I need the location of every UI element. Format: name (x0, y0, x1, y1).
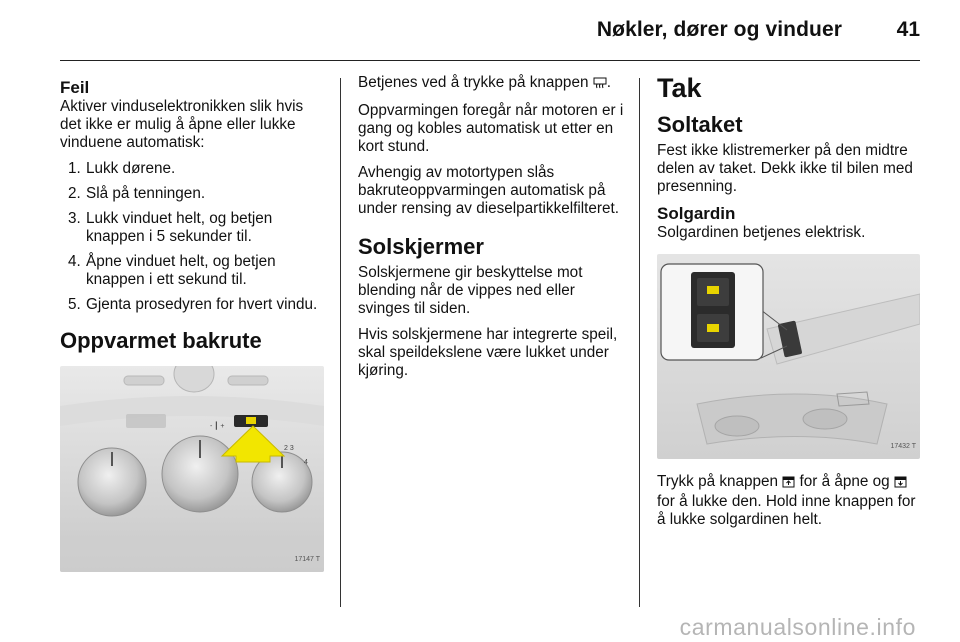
paragraph-solskjermene: Solskjermene gir beskyttelse mot blending når de vippes ned eller svinges til siden. (358, 264, 583, 317)
list-item: 4. Åpne vinduet helt, og betjen knappen i ett sekund til. (68, 253, 276, 288)
heading-soltaket: Soltaket (657, 112, 743, 137)
sunshade-illustration (657, 254, 920, 459)
paragraph-avhengig: Avhengig av motortypen slås bakruteoppvarmingen automatisk på under rensing av dieselpartikkelfilteret. (358, 164, 620, 217)
sunshade-close-icon (707, 324, 719, 332)
footer-watermark: carmanualsonline.info (679, 614, 916, 640)
sunshade-open-icon (707, 286, 719, 294)
climate-control-figure (60, 366, 324, 572)
column-divider-left (340, 78, 341, 607)
sunshade-control-figure (657, 254, 920, 459)
svg-text:- ┃ +: - ┃ + (210, 423, 225, 430)
column-2 (358, 74, 626, 388)
svg-text:2 3: 2 3 (284, 445, 294, 452)
heading-tak: Tak (657, 73, 702, 103)
figure-code: 17432 T (890, 443, 916, 450)
paragraph-oppvarmingen: Oppvarmingen foregår når motoren er i gang og kobles automatisk ut etter en kort stund. (358, 102, 624, 155)
feil-steps-list (60, 160, 328, 314)
paragraph-trykk: Trykk på knappen for å åpne og for å lukke den. Hold inne knappen for å lukke solgardinen helt. (657, 473, 916, 528)
figure-code: 17147 T (294, 556, 320, 563)
heading-solskjermer: Solskjermer (358, 234, 484, 259)
heading-solgardin: Solgardin (657, 204, 736, 223)
paragraph-solgardin: Solgardinen betjenes elektrisk. (657, 224, 866, 241)
header-rule (60, 60, 920, 61)
sunshade-close-icon (894, 475, 907, 493)
svg-text:4: 4 (304, 459, 308, 466)
climate-control-illustration (60, 366, 324, 572)
page-header-title: Nøkler, dører og vinduer (596, 18, 842, 41)
feil-intro: Aktiver vinduselektronikken slik hvis det ikke er mulig å åpne eller lukke vinduene automatisk: (60, 98, 304, 151)
heading-oppvarmet-bakrute: Oppvarmet bakrute (60, 328, 262, 353)
list-item: 1. Lukk dørene. (68, 160, 176, 177)
rear-window-heat-icon (593, 76, 607, 94)
column-1 (60, 74, 328, 572)
list-item: 5. Gjenta prosedyren for hvert vindu. (68, 296, 318, 313)
heading-feil: Feil (60, 78, 90, 97)
column-divider-right (639, 78, 640, 607)
column-3 (657, 74, 922, 537)
list-item: 3. Lukk vinduet helt, og betjen knappen i 5 sekunder til. (68, 210, 273, 245)
paragraph-soltaket: Fest ikke klistremerker på den midtre delen av taket. Dekk ikke til bilen med presenning. (657, 142, 913, 195)
list-item: 2. Slå på tenningen. (68, 185, 206, 202)
paragraph-betjenes: Betjenes ved å trykke på knappen . (358, 74, 626, 94)
sunshade-open-icon (782, 475, 795, 493)
page-number: 41 (896, 18, 920, 41)
paragraph-speil: Hvis solskjermene har integrerte speil, skal speildekslene være lukket under kjøring. (358, 326, 618, 379)
